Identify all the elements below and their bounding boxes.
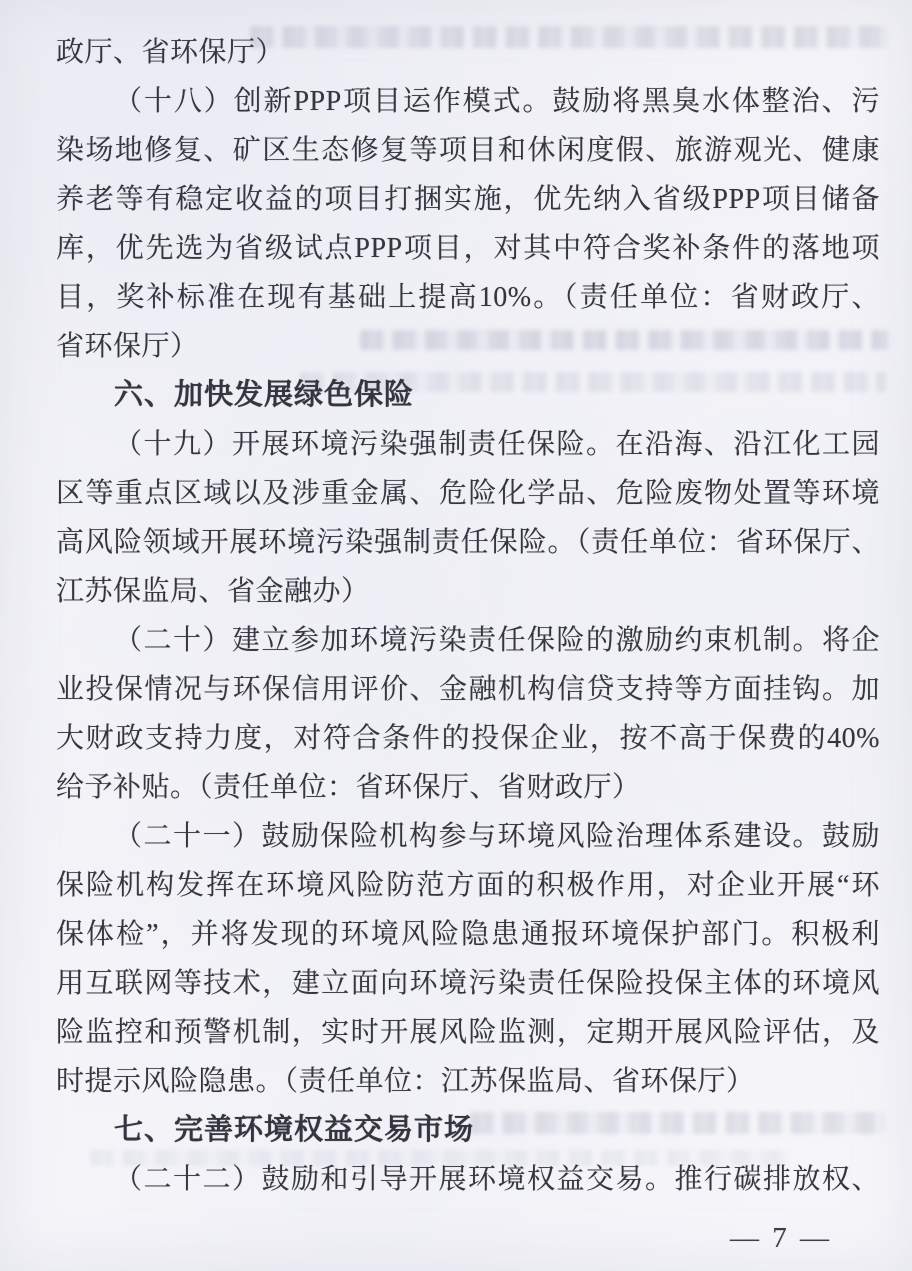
text-line: 目，奖补标准在现有基础上提高10%。（责任单位：省财政厅、 [56,282,880,313]
document-body [56,28,880,1204]
text-line: 保体检”，并将发现的环境风险隐患通报环境保护部门。积极利 [56,919,880,950]
text-line: 险监控和预警机制，实时开展风险监测，定期开展风险评估，及 [56,1017,880,1048]
paragraph-19-start: （十九）开展环境污染强制责任保险。在沿海、沿江化工园 [114,429,880,460]
page-number: — 7 — [730,1222,832,1254]
paragraph-18-start: （十八）创新PPP项目运作模式。鼓励将黑臭水体整治、污 [114,86,880,117]
text-line: 给予补贴。（责任单位：省环保厅、省财政厅） [56,772,641,803]
text-line: 高风险领域开展环境污染强制责任保险。（责任单位：省环保厅、 [56,527,880,558]
paragraph-21-start: （二十一）鼓励保险机构参与环境风险治理体系建设。鼓励 [114,821,880,852]
text-line: 用互联网等技术，建立面向环境污染责任保险投保主体的环境风 [56,968,880,999]
paragraph-22-start: （二十二）鼓励和引导开展环境权益交易。推行碳排放权、 [114,1164,880,1195]
text-line: 区等重点区域以及涉重金属、危险化学品、危险废物处置等环境 [56,478,880,509]
text-line: 养老等有稳定收益的项目打捆实施，优先纳入省级PPP项目储备 [56,184,880,215]
section-heading-7: 七、完善环境权益交易市场 [114,1114,475,1146]
text-line: 时提示风险隐患。（责任单位：江苏保监局、省环保厅） [56,1066,755,1097]
paragraph-20-start: （二十）建立参加环境污染责任保险的激励约束机制。将企 [114,625,880,656]
text-line: 保险机构发挥在环境风险防范方面的积极作用，对企业开展“环 [56,870,880,901]
text-line: 染场地修复、矿区生态修复等项目和休闲度假、旅游观光、健康 [56,135,880,166]
text-line: 业投保情况与环保信用评价、金融机构信贷支持等方面挂钩。加 [56,674,880,705]
text-line: 政厅、省环保厅） [56,37,285,68]
text-line: 库，优先选为省级试点PPP项目，对其中符合奖补条件的落地项 [56,233,880,264]
text-line: 大财政支持力度，对符合条件的投保企业，按不高于保费的40% [56,723,880,754]
section-heading-6: 六、加快发展绿色保险 [114,379,415,411]
text-line: 江苏保监局、省金融办） [56,576,370,607]
text-line: 省环保厅） [56,331,199,362]
